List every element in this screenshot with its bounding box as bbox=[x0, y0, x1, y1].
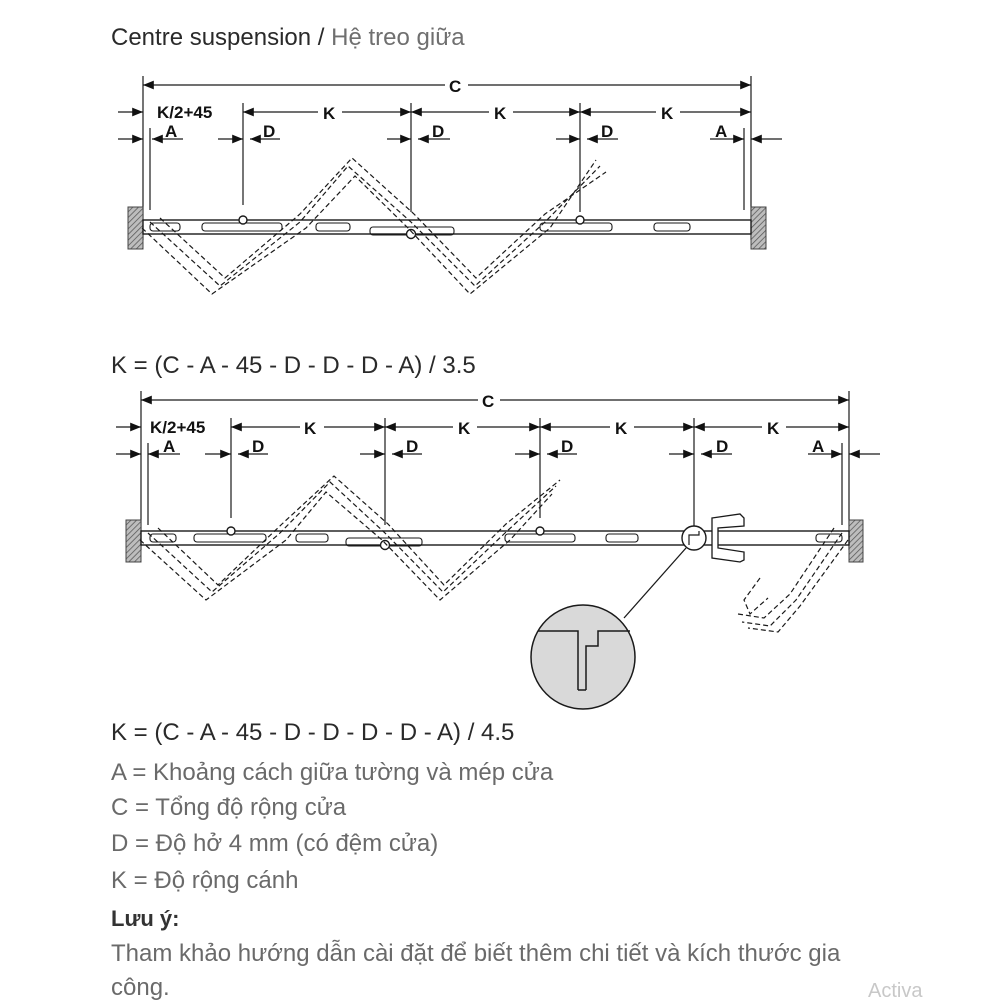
note-line-2: công. bbox=[111, 974, 170, 1001]
label-d: D bbox=[263, 122, 276, 141]
detail-magnified-circle bbox=[531, 605, 635, 709]
label-c: C bbox=[482, 392, 495, 411]
label-k: K bbox=[615, 419, 628, 438]
note-line-1: Tham khảo hướng dẫn cài đặt để biết thêm chi tiết và kích thước gia bbox=[111, 940, 841, 967]
pivot bbox=[239, 216, 247, 224]
label-k: K bbox=[661, 104, 674, 123]
label-k: K bbox=[494, 104, 507, 123]
wall-right-2 bbox=[849, 520, 863, 562]
header-title: Centre suspension bbox=[111, 24, 312, 51]
wall-left-2 bbox=[126, 520, 141, 562]
definition-a: A = Khoảng cách giữa tường và mép cửa bbox=[111, 759, 554, 786]
definition-c: C = Tổng độ rộng cửa bbox=[111, 794, 347, 821]
label-k-half: K/2+45 bbox=[150, 418, 206, 437]
formula-2: K = (C - A - 45 - D - D - D - D - A) / 4.5 bbox=[111, 719, 515, 746]
label-a: A bbox=[715, 122, 728, 141]
header-separator: / bbox=[317, 24, 325, 51]
diagram-1 bbox=[118, 76, 782, 294]
watermark-text: Activa bbox=[868, 980, 923, 1002]
label-a: A bbox=[812, 437, 825, 456]
pivot bbox=[536, 527, 544, 535]
label-k: K bbox=[304, 419, 317, 438]
label-a: A bbox=[163, 437, 176, 456]
label-k: K bbox=[323, 104, 336, 123]
diagram-2 bbox=[116, 391, 880, 709]
note-title: Lưu ý: bbox=[111, 906, 180, 931]
wall-left-1 bbox=[128, 207, 143, 249]
label-k-half: K/2+45 bbox=[157, 103, 213, 122]
label-d: D bbox=[561, 437, 574, 456]
callout-leader bbox=[624, 548, 686, 618]
label-a: A bbox=[165, 122, 178, 141]
wall-right-1 bbox=[751, 207, 766, 249]
header-subtitle: Hệ treo giữa bbox=[331, 24, 465, 51]
pivot bbox=[381, 541, 390, 550]
label-d: D bbox=[432, 122, 445, 141]
label-k: K bbox=[458, 419, 471, 438]
pivot bbox=[576, 216, 584, 224]
label-d: D bbox=[716, 437, 729, 456]
detail-callout-circle bbox=[682, 526, 706, 550]
label-d: D bbox=[601, 122, 614, 141]
label-d: D bbox=[252, 437, 265, 456]
definition-k: K = Độ rộng cánh bbox=[111, 867, 299, 894]
label-c: C bbox=[449, 77, 462, 96]
pivot bbox=[227, 527, 235, 535]
formula-1: K = (C - A - 45 - D - D - D - A) / 3.5 bbox=[111, 352, 476, 379]
label-d: D bbox=[406, 437, 419, 456]
definition-d: D = Độ hở 4 mm (có đệm cửa) bbox=[111, 830, 439, 857]
track-2 bbox=[141, 531, 849, 545]
label-k: K bbox=[767, 419, 780, 438]
